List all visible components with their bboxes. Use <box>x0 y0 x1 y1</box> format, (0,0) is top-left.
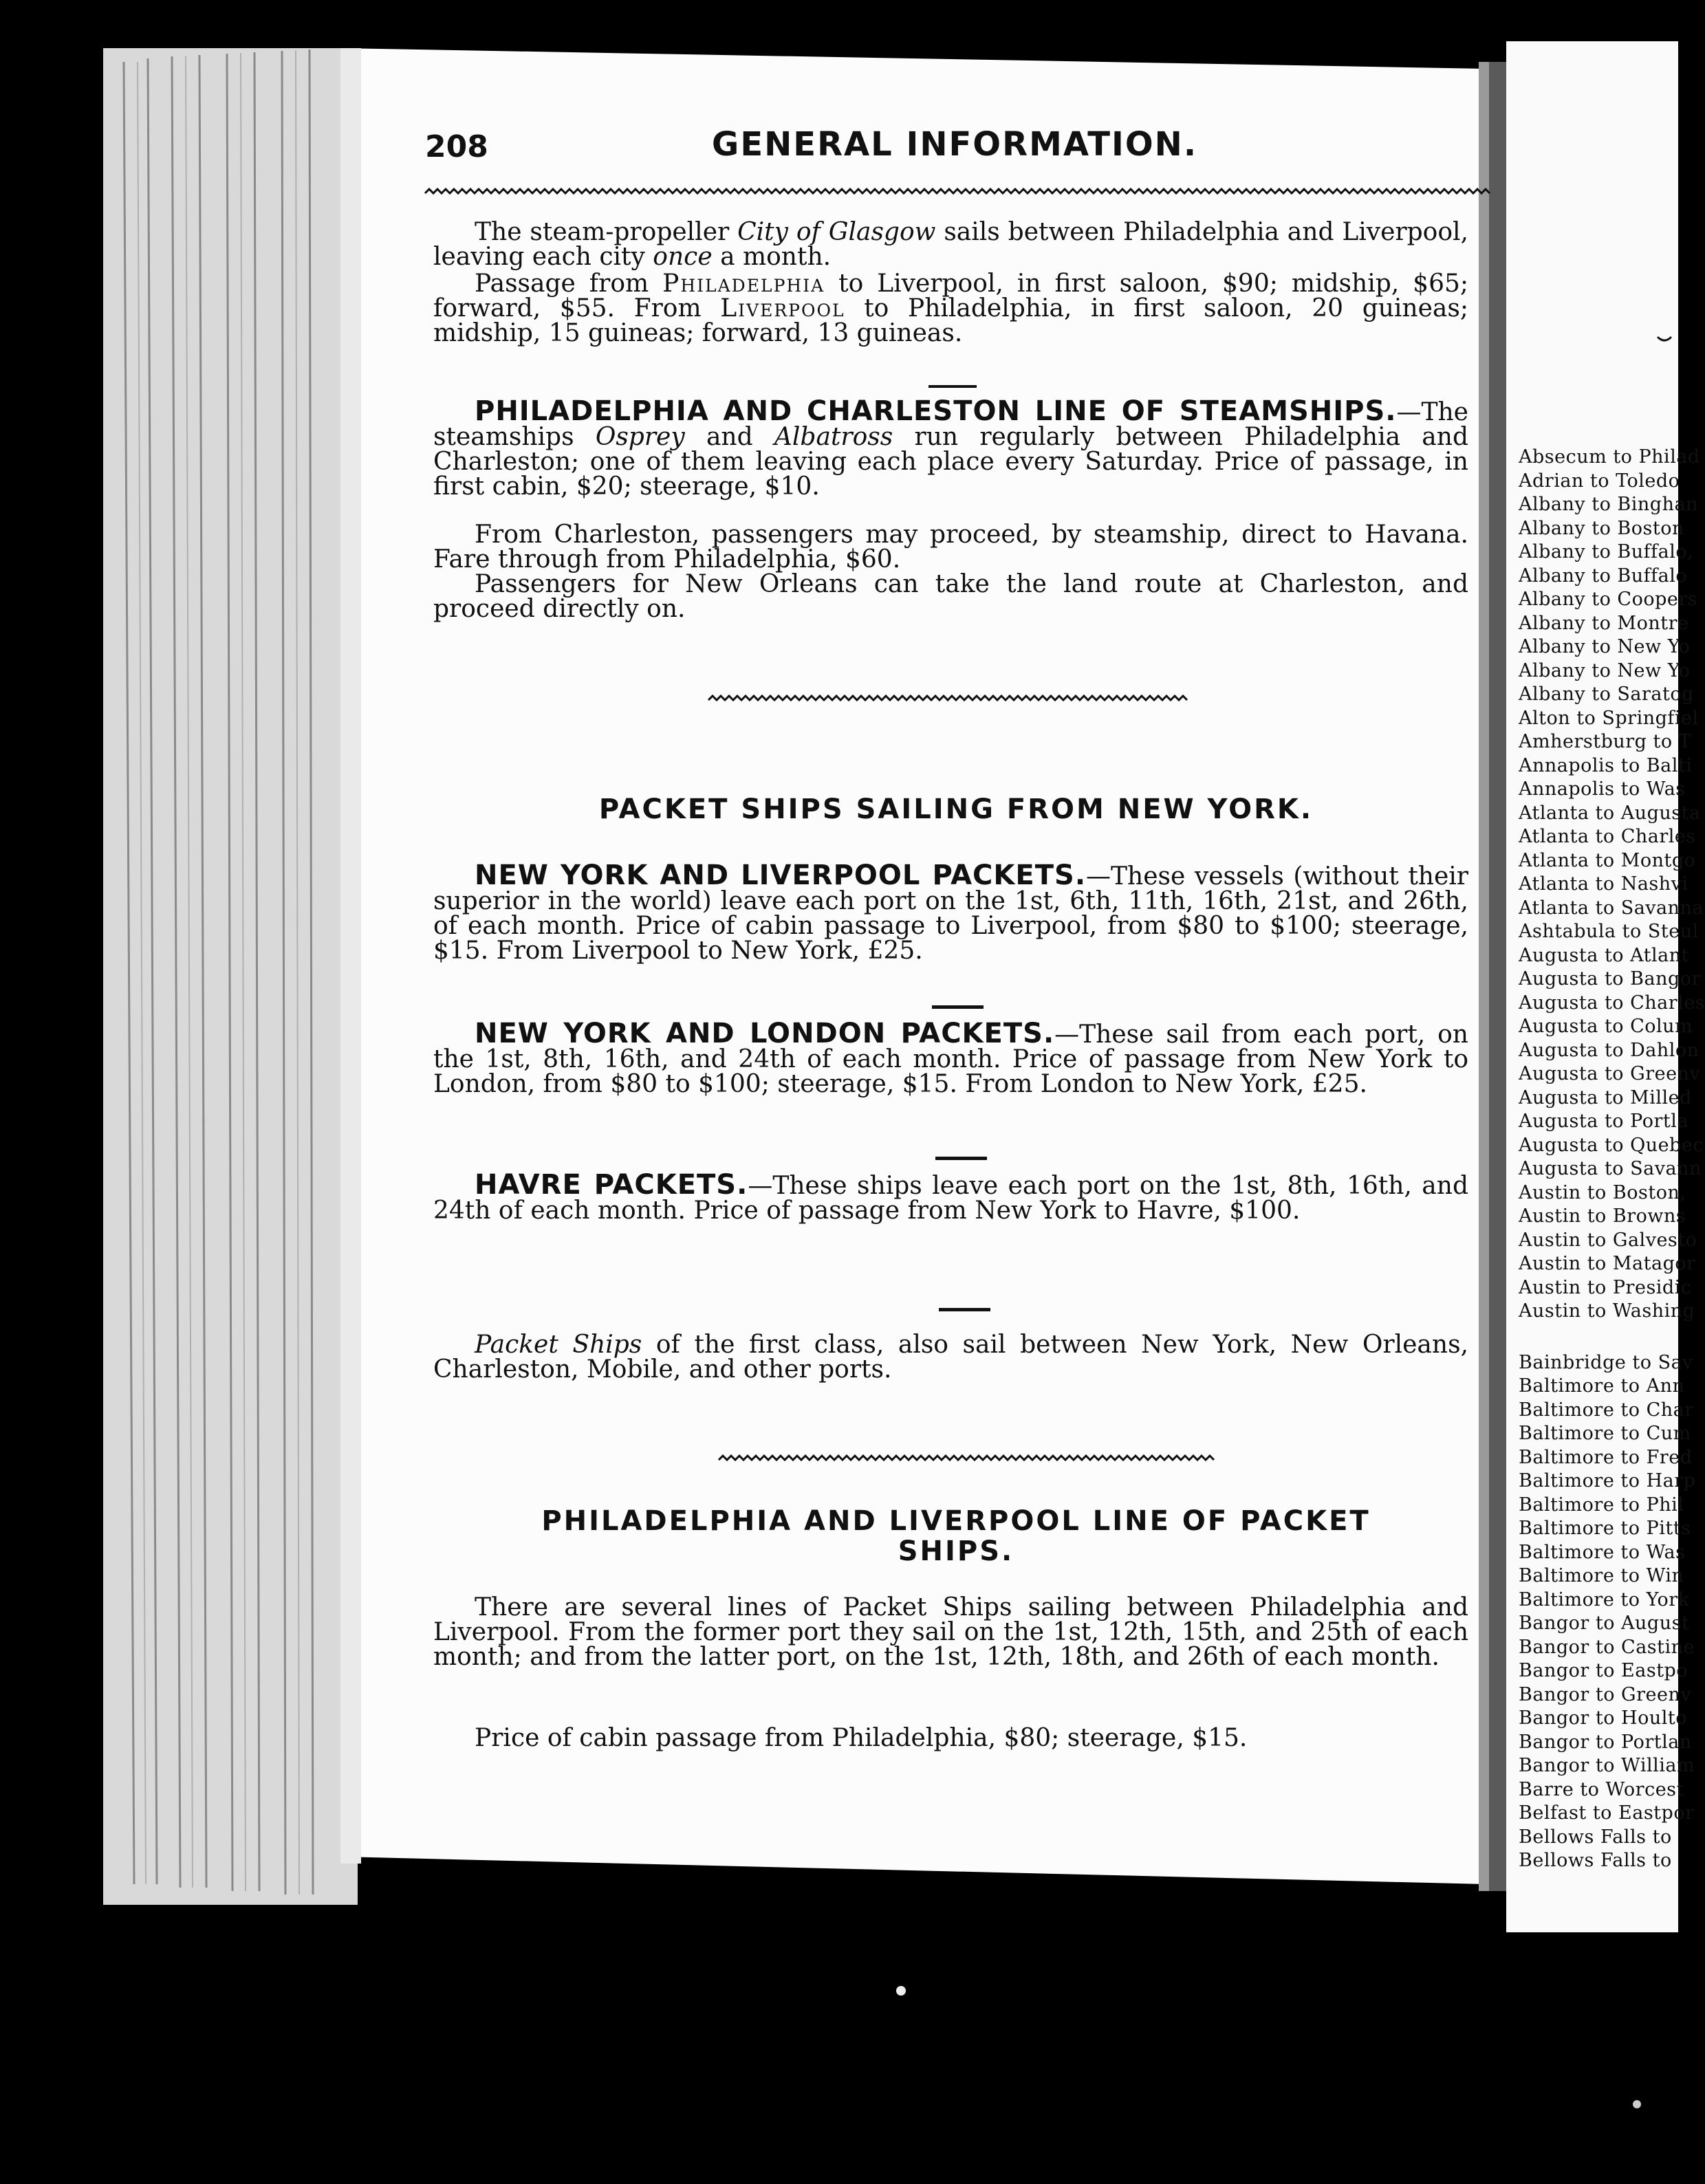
section-title-line: PHILADELPHIA AND LIVERPOOL LINE OF PACKET <box>541 1505 1371 1537</box>
section-title: PACKET SHIPS SAILING FROM NEW YORK. <box>598 794 1314 825</box>
index-entry: Baltimore to Pitts <box>1519 1518 1691 1539</box>
running-header <box>425 125 1484 180</box>
index-entry: Bainbridge to Sav <box>1519 1351 1693 1373</box>
index-entry: Atlanta to Savanna <box>1519 897 1704 919</box>
note-text: of the first class, also sail between New York, New Orleans, Charleston, Mobile, and other ports. <box>433 1331 1468 1384</box>
index-entry: Augusta to Savann <box>1519 1158 1702 1179</box>
index-entry: Atlanta to Augusta <box>1519 802 1701 824</box>
liverpool-text: —These vessels (without their superior in the world) leave each port on the 1st, 6th, 11th, 16th, 21st, and 26th, of each month. Price of cabin passage to Liverpool, from $80 to $100; steerage, $15. From Liverpool to New York, £25. <box>433 862 1469 965</box>
section-heading: PHILADELPHIA AND CHARLESTON LINE OF STEAMSHIPS. <box>475 395 1397 427</box>
charleston-text: and <box>684 423 774 451</box>
index-entry: Bangor to Houlto <box>1519 1707 1687 1729</box>
index-entry: Baltimore to Phil <box>1519 1494 1684 1516</box>
index-entry: Bangor to Portlan <box>1519 1731 1692 1753</box>
section-rule <box>719 1451 1214 1469</box>
index-entry: Augusta to Quebec <box>1519 1134 1704 1156</box>
havre-text: —These ships leave each port on the 1st, 8th, 16th, and 24th of each month. Price of passage from New York to Havre, $100. <box>433 1172 1468 1225</box>
charleston-paragraph-3: Passengers for New Orleans can take the land route at Charleston, and proceed directly on. <box>433 570 1468 623</box>
page-title: GENERAL INFORMATION. <box>711 125 1198 164</box>
charleston-paragraph-2: From Charleston, passengers may proceed, by steamship, direct to Havana. Fare through from Philadelphia, $60. <box>433 521 1468 574</box>
charleston-text: —The steamships <box>433 398 1468 451</box>
ship-name: Albatross <box>774 423 893 451</box>
index-entry: Alton to Springfiel <box>1519 707 1699 729</box>
ship-name: Osprey <box>595 423 685 451</box>
section-heading: HAVRE PACKETS. <box>475 1169 748 1201</box>
section-divider <box>932 1005 984 1009</box>
header-rule <box>425 184 1488 202</box>
glasgow-text: Passage from <box>475 270 663 298</box>
index-entry: Augusta to Portla <box>1519 1111 1688 1132</box>
index-entry: Albany to Saratog <box>1519 684 1694 705</box>
place-name: Liverpool <box>720 294 845 323</box>
index-entry: Baltimore to Was <box>1519 1541 1686 1563</box>
section-heading: NEW YORK AND LIVERPOOL PACKETS. <box>475 860 1087 891</box>
section-divider <box>928 385 977 388</box>
index-entry: Augusta to Colum <box>1519 1016 1693 1037</box>
havre-packets-paragraph <box>433 1169 1468 1225</box>
index-entry: Belfast to Eastpor <box>1519 1802 1695 1824</box>
index-entry: Ashtabula to Steul <box>1519 921 1699 942</box>
index-entry: Albany to Buffalo, <box>1519 541 1694 563</box>
index-entry: Absecum to Philad <box>1519 446 1700 468</box>
index-entry: Albany to Binghan <box>1519 494 1698 515</box>
right-page-index <box>1519 446 1705 1891</box>
index-entry: Bangor to August <box>1519 1613 1690 1634</box>
glasgow-paragraph-1 <box>433 220 1468 270</box>
index-entry: Austin to Presidic <box>1519 1276 1692 1298</box>
index-entry: Austin to Boston, <box>1519 1181 1686 1203</box>
index-entry: Albany to Coopers <box>1519 589 1698 610</box>
index-entry: Baltimore to York <box>1519 1588 1690 1610</box>
index-entry: Baltimore to Ann <box>1519 1375 1685 1397</box>
index-entry: Augusta to Charles <box>1519 992 1705 1014</box>
index-entry: Baltimore to Harp <box>1519 1470 1696 1492</box>
section-title-line: SHIPS. <box>898 1536 1014 1567</box>
index-entry: Albany to Buffalo <box>1519 565 1688 587</box>
index-entry: Augusta to Atlant <box>1519 944 1689 966</box>
page-number: 208 <box>425 129 488 164</box>
index-entry: Atlanta to Nashvi <box>1519 873 1688 895</box>
index-entry: Albany to Boston <box>1519 517 1684 539</box>
index-entry: Albany to New Yo <box>1519 659 1691 681</box>
index-entry: Atlanta to Montgo <box>1519 849 1696 871</box>
charleston-paragraph-1 <box>433 395 1468 501</box>
index-entry: Augusta to Milled <box>1519 1086 1692 1109</box>
index-entry: Austin to Browns <box>1519 1205 1686 1227</box>
index-entry: Albany to New Yo <box>1519 636 1691 657</box>
section-heading: NEW YORK AND LONDON PACKETS. <box>475 1018 1055 1049</box>
phila-liverpool-paragraph-1: There are several lines of Packet Ships sailing between Philadelphia and Liverpool. From the former port they sail on the 1st, 12th, 15th, and 25th of each month; and from the latter port, on the 1st, 12th, 18th, and 26th of each month. <box>433 1593 1468 1671</box>
glasgow-text: to Liverpool, in first saloon, $90; midship, $65; forward, $55. From <box>433 270 1469 323</box>
index-entry: Amherstburg to T <box>1519 731 1692 752</box>
place-name: Philadelphia <box>662 270 825 298</box>
index-entry: Austin to Matagor <box>1519 1253 1696 1274</box>
glasgow-text: a month. <box>712 243 832 271</box>
index-entry: Atlanta to Charles <box>1519 826 1696 847</box>
index-entry: Bangor to Greenv <box>1519 1683 1692 1705</box>
emphasis: Packet Ships <box>475 1331 642 1359</box>
glasgow-text: The steam-propeller <box>475 218 738 246</box>
glasgow-paragraph-2 <box>433 272 1468 346</box>
london-packets-paragraph <box>433 1018 1468 1098</box>
index-entry: Barre to Worcest <box>1519 1778 1684 1800</box>
index-entry: Augusta to Greenv <box>1519 1063 1701 1084</box>
index-entry: Adrian to Toledo <box>1519 470 1680 492</box>
section-divider <box>935 1157 987 1160</box>
glasgow-text: sails between Philadelphia and Liverpool, leaving each city <box>433 218 1468 271</box>
london-text: —These sail from each port, on the 1st, 8th, 16th, and 24th of each month. Price of passage from New York to London, from $80 to $100; steerage, $15. From London to New York, £25. <box>433 1020 1468 1098</box>
section-rule <box>708 691 1190 709</box>
section-divider <box>939 1308 990 1311</box>
index-entry: Bangor to William <box>1519 1755 1695 1776</box>
packet-ships-note <box>433 1333 1468 1382</box>
index-entry: Austin to Washing <box>1519 1300 1695 1322</box>
left-page <box>344 124 1472 1836</box>
index-entry: Baltimore to Char <box>1519 1399 1694 1421</box>
index-entry: Bangor to Castine <box>1519 1636 1695 1658</box>
index-entry: Bellows Falls to <box>1519 1826 1672 1848</box>
index-entry: Bellows Falls to <box>1519 1850 1672 1871</box>
phila-liverpool-paragraph-2: Price of cabin passage from Philadelphia, $80; steerage, $15. <box>475 1724 1248 1752</box>
index-entry: Bangor to Eastpo <box>1519 1660 1688 1681</box>
section-title <box>440 1506 1472 1566</box>
index-entry: Austin to Galvesto <box>1519 1229 1697 1251</box>
liverpool-packets-paragraph <box>433 860 1469 965</box>
index-entry: Annapolis to Was <box>1519 778 1686 800</box>
index-entry: Baltimore to Cum <box>1519 1423 1691 1444</box>
index-entry: Augusta to Dahlon <box>1519 1039 1699 1061</box>
glasgow-text: to Philadelphia, in first saloon, 20 guineas; midship, 15 guineas; forward, 13 guineas. <box>433 294 1468 347</box>
index-entry: Albany to Montre <box>1519 612 1689 634</box>
index-entry: Annapolis to Balti <box>1519 754 1693 776</box>
index-entry: Baltimore to Fred <box>1519 1446 1693 1468</box>
index-entry: Baltimore to Win <box>1519 1565 1684 1586</box>
emphasis: once <box>653 243 713 271</box>
ship-name: City of Glasgow <box>737 218 936 246</box>
index-entry: Augusta to Bangor <box>1519 968 1701 990</box>
charleston-text: run regularly between Philadelphia and Charleston; one of them leaving each place every Saturday. Price of passage, in first cabin, $20; steerage, $10. <box>433 423 1468 501</box>
